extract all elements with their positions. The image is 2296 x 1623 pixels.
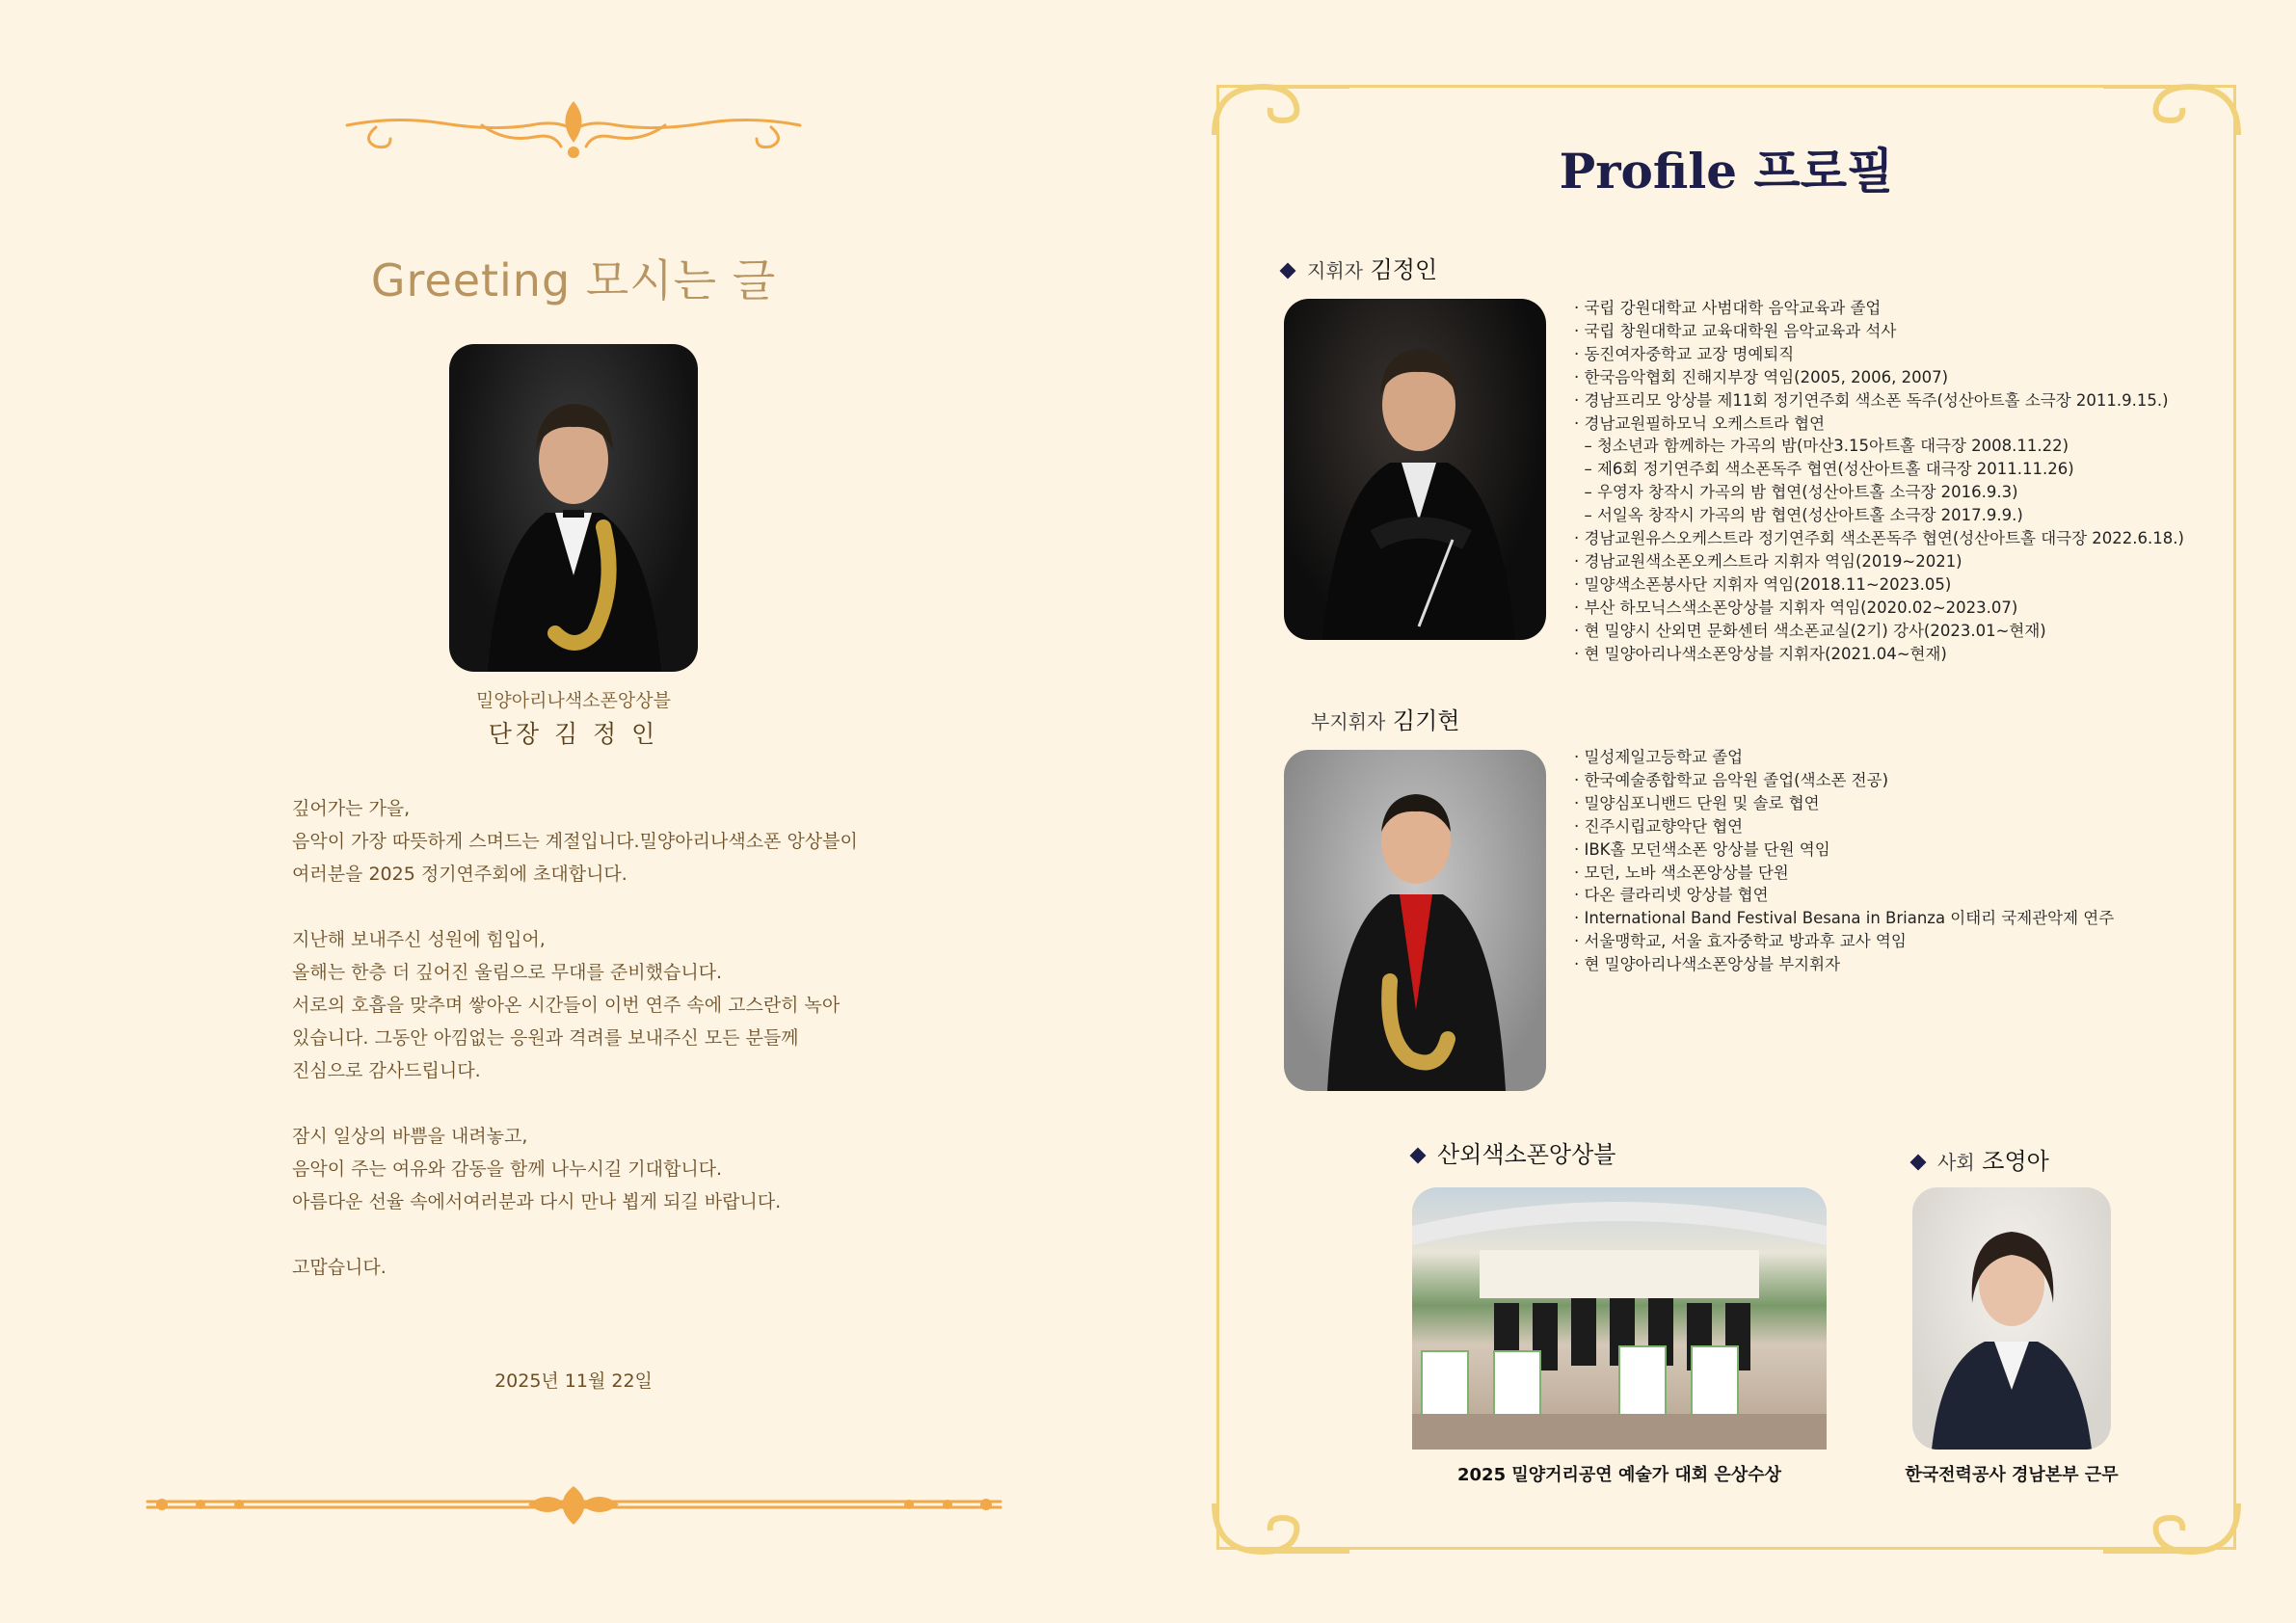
career-item: · 밀양심포니밴드 단원 및 솔로 협연 xyxy=(1574,793,1820,812)
ensemble-photo xyxy=(1412,1187,1827,1450)
sub-conductor-role: 부지휘자 xyxy=(1311,710,1386,733)
letter-line: 지난해 보내주신 성원에 힘입어, xyxy=(292,929,546,950)
sub-conductor-heading xyxy=(1311,702,1459,735)
letter-line: 서로의 호흡을 맞추며 쌓아온 시간들이 이번 연주 속에 고스란히 녹아 xyxy=(292,995,841,1016)
conductor-role: 지휘자 xyxy=(1307,259,1363,282)
letter-line: 있습니다. 그동안 아낌없는 응원과 격려를 보내주신 모든 분들께 xyxy=(292,1027,799,1049)
letter-line: 깊어가는 가을, xyxy=(292,798,411,819)
career-item: · IBK홀 모던색소폰 앙상블 단원 역임 xyxy=(1574,839,1830,859)
letter-line: 고맙습니다. xyxy=(292,1257,387,1278)
greeting-title: Greeting 모시는 글 xyxy=(370,254,777,306)
career-item: · 현 밀양아리나색소폰앙상블 지휘자(2021.04~현재) xyxy=(1574,644,1947,663)
career-item: · 모던, 노바 색소폰앙상블 단원 xyxy=(1574,863,1789,882)
letter-paragraph xyxy=(292,792,861,891)
career-item: · 진주시립교향악단 협연 xyxy=(1574,816,1744,836)
letter-line: 여러분을 2025 정기연주회에 초대합니다. xyxy=(292,864,627,885)
ensemble-title: 산외색소폰앙상블 xyxy=(1437,1141,1616,1168)
career-item: · 현 밀양시 산외면 문화센터 색소폰교실(2기) 강사(2023.01~현재) xyxy=(1574,621,2046,640)
career-item: · 현 밀양아리나색소폰앙상블 부지휘자 xyxy=(1574,955,1841,974)
sub-conductor-name: 김기현 xyxy=(1392,707,1460,734)
career-item: – 우영자 창작시 가곡의 밤 협연(성산아트홀 소극장 2016.9.3) xyxy=(1574,483,2018,502)
letter-paragraph xyxy=(292,1120,861,1218)
mc-role: 사회 xyxy=(1937,1151,1975,1174)
diamond-bullet-icon xyxy=(1410,1148,1427,1164)
ensemble-caption: 2025 밀양거리공연 예술가 대회 은상수상 xyxy=(1457,1465,1781,1485)
career-item: · 경남교원필하모닉 오케스트라 협연 xyxy=(1574,413,1826,433)
career-item: · 경남교원색소폰오케스트라 지휘자 역임(2019~2021) xyxy=(1574,551,1962,571)
career-item: – 서일옥 창작시 가곡의 밤 협연(성산아트홀 소극장 2017.9.9.) xyxy=(1574,506,2023,525)
career-item: · 서울맹학교, 서울 효자중학교 방과후 교사 역임 xyxy=(1574,932,1907,951)
mc-caption: 한국전력공사 경남본부 근무 xyxy=(1905,1465,2119,1485)
conductor-photo xyxy=(1284,299,1546,640)
letter-line: 아름다운 선율 속에서여러분과 다시 만나 뵙게 되길 바랍니다. xyxy=(292,1191,782,1212)
corner-ornament xyxy=(2103,1494,2248,1561)
conductor-name: 김정인 xyxy=(1370,256,1438,283)
diamond-bullet-icon xyxy=(1280,263,1296,279)
mc-figure xyxy=(1912,1187,2111,1450)
career-item: · 국립 창원대학교 교육대학원 음악교육과 석사 xyxy=(1574,321,1897,340)
profile-title: Profile 프로필 xyxy=(1559,143,1894,200)
letter-line: 음악이 주는 여유와 감동을 함께 나누시길 기대합니다. xyxy=(292,1158,723,1180)
career-item: · 한국예술종합학교 음악원 졸업(색소폰 전공) xyxy=(1574,770,1889,789)
career-item: · 부산 하모닉스색소폰앙상블 지휘자 역임(2020.02~2023.07) xyxy=(1574,598,2018,617)
career-item: · 경남프리모 앙상블 제11회 정기연주회 색소폰 독주(성산아트홀 소극장 2011.9.15.) xyxy=(1574,390,2169,410)
org-name: 밀양아리나색소폰앙상블 xyxy=(476,690,671,711)
sub-conductor-photo xyxy=(1284,750,1546,1091)
greeting-letter xyxy=(292,792,861,1317)
sub-conductor-figure xyxy=(1284,750,1546,1091)
conductor-career-list xyxy=(1574,297,2184,666)
diamond-bullet-icon xyxy=(1910,1155,1927,1171)
bottom-ornament xyxy=(143,1484,1005,1528)
career-item: – 청소년과 함께하는 가곡의 밤(마산3.15아트홀 대극장 2008.11.22) xyxy=(1574,437,2069,456)
career-item: – 제6회 정기연주회 색소폰독주 협연(성산아트홀 대극장 2011.11.26) xyxy=(1574,460,2074,479)
letter-paragraph xyxy=(292,1251,861,1284)
leader-photo xyxy=(449,344,698,672)
mc-photo xyxy=(1912,1187,2111,1450)
mc-heading xyxy=(1912,1142,2049,1176)
ensemble-heading xyxy=(1412,1135,1615,1169)
letter-line: 올해는 한층 더 깊어진 울림으로 무대를 준비했습니다. xyxy=(292,962,723,983)
corner-ornament xyxy=(1205,1494,1349,1561)
career-item: · 한국음악협회 진해지부장 역임(2005, 2006, 2007) xyxy=(1574,367,1949,386)
career-item: · International Band Festival Besana in Brianza 이태리 국제관악제 연주 xyxy=(1574,909,2115,928)
ensemble-scene xyxy=(1412,1187,1827,1450)
career-item: · 동진여자중학교 교장 명예퇴직 xyxy=(1574,344,1795,363)
letter-date: 2025년 11월 22일 xyxy=(494,1370,653,1392)
letter-line: 진심으로 감사드립니다. xyxy=(292,1060,481,1081)
letter-paragraph xyxy=(292,923,861,1087)
mc-name: 조영아 xyxy=(1982,1148,2049,1175)
career-item: · 다온 클라리넷 앙상블 협연 xyxy=(1574,886,1769,905)
career-item: · 밀성제일고등학교 졸업 xyxy=(1574,748,1744,766)
top-ornament xyxy=(337,96,810,164)
saxophonist-figure xyxy=(449,344,698,672)
career-item: · 밀양색소폰봉사단 지휘자 역임(2018.11~2023.05) xyxy=(1574,574,1952,594)
letter-line: 잠시 일상의 바쁨을 내려놓고, xyxy=(292,1126,528,1147)
conductor-heading xyxy=(1282,251,1437,284)
career-item: · 경남교원유스오케스트라 정기연주회 색소폰독주 협연(성산아트홀 대극장 2022.6.18.) xyxy=(1574,529,2184,548)
conductor-figure xyxy=(1284,299,1546,640)
career-item: · 국립 강원대학교 사범대학 음악교육과 졸업 xyxy=(1574,299,1882,317)
sub-conductor-career-list xyxy=(1574,746,2114,976)
leader-name: 단장 김 정 인 xyxy=(488,720,659,748)
letter-line: 음악이 가장 따뜻하게 스며드는 계절입니다.밀양아리나색소폰 앙상블이 xyxy=(292,831,858,852)
